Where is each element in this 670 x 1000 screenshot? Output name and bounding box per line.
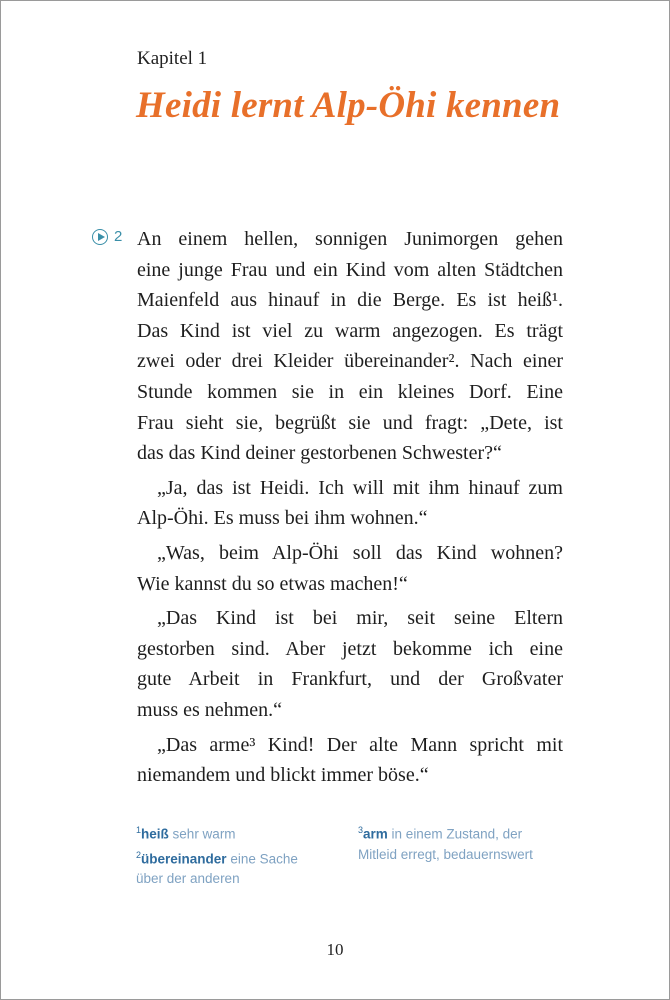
footnote-1: $^1$heiß sehr warm bbox=[136, 825, 236, 842]
paragraph bbox=[137, 538, 563, 599]
footnotes-right bbox=[358, 820, 548, 865]
text-line: Das Kind ist viel zu warm angezogen. Es trägt bbox=[137, 319, 563, 342]
text-line: muss es nehmen.“ bbox=[137, 698, 282, 721]
text-line: An einem hellen, sonnigen Junimorgen gehen bbox=[137, 228, 563, 250]
text-line: Frau sieht sie, begrüßt sie und fragt: „Dete, ist bbox=[137, 411, 563, 434]
paragraph bbox=[137, 730, 563, 791]
paragraph bbox=[137, 473, 563, 534]
text-line: „Ja, das ist Heidi. Ich will mit ihm hinauf zum bbox=[157, 476, 563, 499]
page-number: 10 bbox=[326, 940, 344, 959]
chapter-label: Kapitel 1 bbox=[137, 48, 208, 69]
text-line: zwei oder drei Kleider übereinander². Nach einer bbox=[137, 350, 563, 373]
text-line: gestorben sind. Aber jetzt bekomme ich eine bbox=[137, 637, 563, 660]
footnote-3: $^3$arm in einem Zustand, der Mitleid erregt, bedauernswert bbox=[358, 825, 533, 862]
footnotes-left bbox=[136, 820, 326, 889]
text-line: niemandem und blickt immer böse.“ bbox=[137, 764, 429, 787]
play-icon[interactable] bbox=[92, 229, 108, 245]
footnote-2: $^2$übereinander eine Sache über der anderen bbox=[136, 849, 298, 886]
story-text bbox=[137, 224, 563, 795]
paragraph bbox=[137, 224, 563, 469]
text-line: Alp-Öhi. Es muss bei ihm wohnen.“ bbox=[137, 507, 428, 530]
text-line: „Was, beim Alp-Öhi soll das Kind wohnen? bbox=[157, 541, 563, 564]
text-line: gute Arbeit in Frankfurt, und der Großvater bbox=[137, 668, 563, 691]
chapter-title: Heidi lernt Alp-Öhi kennen bbox=[136, 85, 561, 126]
text-line: „Das arme³ Kind! Der alte Mann spricht mit bbox=[157, 733, 563, 756]
audio-track-marker[interactable] bbox=[92, 228, 122, 245]
text-line: das das Kind deiner gestorbenen Schwester?“ bbox=[137, 442, 502, 465]
text-line: eine junge Frau und ein Kind vom alten Städtchen bbox=[137, 258, 563, 281]
text-line: Wie kannst du so etwas machen!“ bbox=[137, 572, 408, 595]
text-line: „Das Kind ist bei mir, seit seine Eltern bbox=[157, 607, 563, 630]
paragraph bbox=[137, 603, 563, 725]
track-number: 2 bbox=[114, 228, 123, 245]
text-line: Stunde kommen sie in ein kleines Dorf. Eine bbox=[137, 380, 563, 403]
text-line: Maienfeld aus hinauf in die Berge. Es ist heiß¹. bbox=[137, 289, 563, 312]
